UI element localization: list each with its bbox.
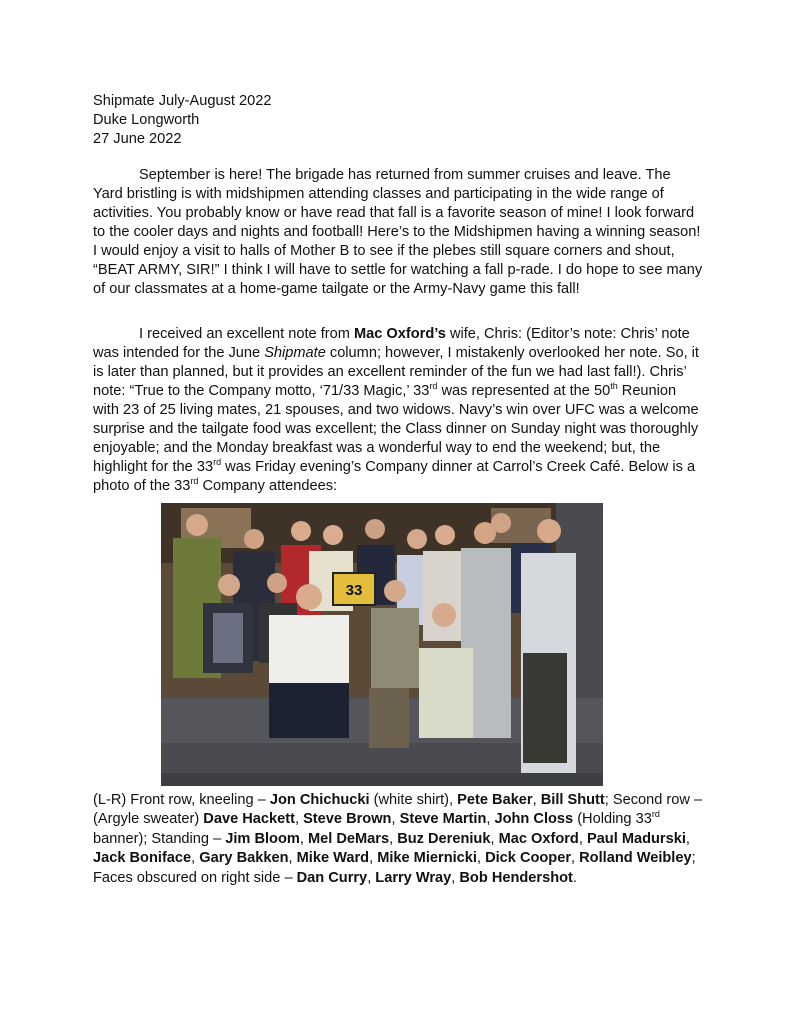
classmate-name: Paul Madurski [586,830,686,847]
publication-name: Shipmate [264,345,326,361]
superscript: th [610,381,618,391]
separator: , [369,850,378,867]
separator: , [532,792,541,808]
separator: , [391,811,400,828]
separator: , [571,850,580,867]
banner-text: 33 [345,582,363,599]
separator: , [490,830,499,847]
classmate-name: Jim Bloom [225,830,300,847]
text-run: ; Faces obscured on right side – [93,850,696,886]
classmate-name: Mac Oxford’s [353,326,446,342]
classmate-name: Steve Martin [399,811,487,828]
superscript: rd [429,381,438,391]
classmate-name: John Closs [494,811,574,828]
separator: . [572,869,577,886]
classmate-name: Jon Chichucki [269,792,370,808]
classmate-name: Steve Brown [303,811,392,828]
classmate-name: Pete Baker [457,792,533,808]
classmate-name: Rolland Weibley [579,850,692,867]
classmate-name: Buz Dereniuk [397,830,491,847]
publication-line: Shipmate July-August 2022 [93,93,272,109]
text-run: was Friday evening’s Company dinner at Carrol’s Creek Café. Below is a photo of the 33 [93,459,696,494]
text-run: (L-R) Front row, kneeling – [93,792,270,808]
text-run: banner); Standing – [93,830,226,847]
classmate-name: Mike Miernicki [377,850,477,867]
classmate-name: Larry Wray [375,869,452,886]
text-run: I received an excellent note from [139,326,354,342]
letter-header [93,92,271,149]
photo-caption [93,791,705,888]
separator: , [451,869,460,886]
text-run: Company attendees: [198,478,338,494]
text-run: column; however, I mistakenly overlooked her note. So, it is later than planned, but it provides an excellent reminder of the fun we had last fall!). Chris’ note: “True to the Company motto, ‘71/33 Magic,’ 33 [93,345,699,399]
classmate-name: Dick Cooper [485,850,572,867]
text-run: wife, Chris: (Editor’s note: Chris’ note was intended for the June [93,326,690,361]
classmate-name: Mac Oxford [498,830,579,847]
classmate-name: Mel DeMars [307,830,390,847]
separator: , [476,850,486,867]
separator: , [288,850,297,867]
separator: , [685,830,690,847]
group-photo-illustration [161,503,603,786]
classmate-name: Jack Boniface [93,850,192,867]
classmate-name: Mike Ward [296,850,370,867]
paragraph-chris-note [93,325,703,496]
classmate-name: Bob Hendershot [459,869,573,886]
text-run: ; Second row – (Argyle sweater) [93,792,703,828]
author-line: Duke Longworth [93,112,200,128]
superscript: rd [651,809,660,820]
text-run: was represented at the 50 [437,383,611,399]
classmate-name: Gary Bakken [199,850,289,867]
superscript: rd [213,457,222,467]
classmate-name: Bill Shutt [540,792,605,808]
text-run: (Holding 33 [573,811,652,828]
text-run: Reunion with 23 of 25 living mates, 21 spouses, and two widows. Navy’s win over UFC was a welcome surprise and the tailgate food was excellent; the Class dinner on Sunday night was thoroughly enjoyable; and the Monday breakfast was a wonderful way to end the weekend; but, the highlight for the 33 [93,383,699,475]
separator: , [367,869,376,886]
date-line: 27 June 2022 [93,131,182,147]
separator: , [486,811,495,828]
separator: , [191,850,200,867]
separator: , [294,811,304,828]
superscript: rd [190,476,199,486]
paragraph-september-text: September is here! The brigade has returned from summer cruises and leave. The Yard bristling is with midshipmen attending classes and participating in the wide range of activities. You probably know or have read that fall is a favorite season of mine! I look forward to the cooler days and nights and football! Here’s to the Midshipmen having a winning season! I would enjoy a visit to halls of Mother B to see if the plebes still square corners and shout, “BEAT ARMY, SIR!” I think I will have to settle for watching a fall p-rade. I do hope to see many of our classmates at a home-game tailgate or the Army-Navy game this fall! [93,167,703,297]
text-run: (white shirt), [369,792,458,808]
paragraph-september [93,166,703,299]
separator: , [299,830,308,847]
classmate-name: Dave Hackett [203,811,295,828]
group-photo [161,503,603,786]
separator: , [578,830,587,847]
separator: , [389,830,398,847]
classmate-name: Dan Curry [296,869,368,886]
